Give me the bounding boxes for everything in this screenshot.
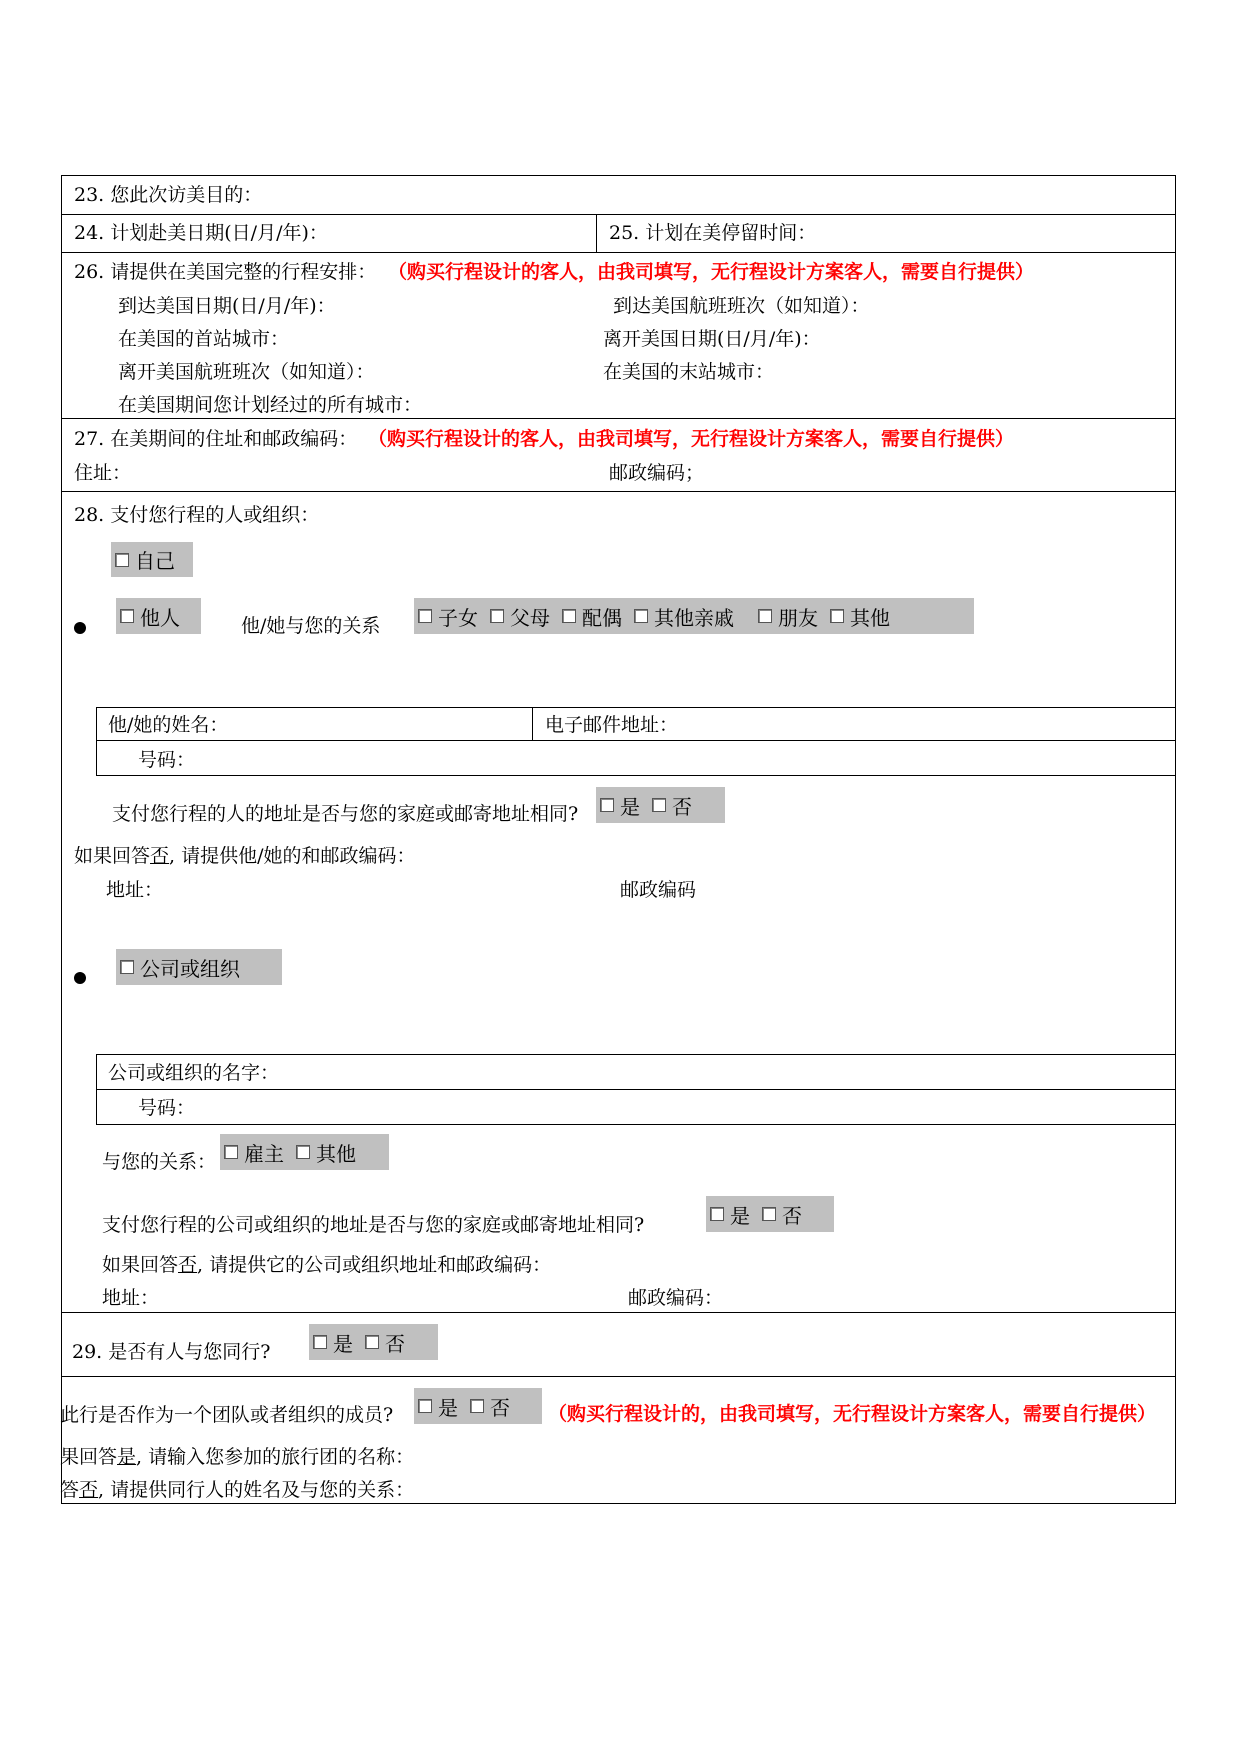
q25-label: 25. 计划在美停留时间： [609, 222, 817, 244]
relation-option-friend[interactable] [756, 602, 818, 631]
company-address-label: 地址： [102, 1287, 160, 1309]
table-bottom-border [61, 1503, 1176, 1504]
payer-same-address-options [596, 787, 725, 823]
table-right-border [1175, 175, 1176, 1503]
row-29-bottom [61, 1376, 1176, 1377]
q28-label: 28. 支付您行程的人或组织： [74, 504, 320, 526]
company-subtable-top [96, 1054, 1176, 1055]
q30-if-yes-word: 是 [117, 1446, 137, 1468]
q30-note: （购买行程设计的，由我司填写，无行程设计方案客人，需要自行提供） [548, 1403, 1157, 1425]
relation-friend-checkbox[interactable] [758, 609, 772, 623]
company-same-yes-label: 是 [730, 1203, 750, 1228]
relation-spouse-label: 配偶 [582, 605, 622, 630]
company-zip-label: 邮政编码： [628, 1287, 724, 1309]
q26-depart-flight: 离开美国航班班次（如知道）： [118, 361, 375, 383]
payer-other-option[interactable] [116, 598, 201, 634]
payer-zip-label: 邮政编码 [620, 879, 697, 901]
q29-yes-label: 是 [333, 1331, 353, 1356]
q29-no-option[interactable] [363, 1328, 405, 1357]
payer-same-no-checkbox[interactable] [652, 798, 666, 812]
q29-yes-option[interactable] [311, 1328, 353, 1357]
company-if-no-text [102, 1256, 551, 1275]
company-same-no-label: 否 [782, 1203, 802, 1228]
company-same-yes-option[interactable] [708, 1200, 750, 1229]
q26-arrive-date: 到达美国日期(日/月/年)： [118, 295, 336, 317]
q30-label: 此行是否作为一个团队或者组织的成员? [60, 1404, 394, 1426]
relation-label: 他/她与您的关系 [241, 615, 381, 637]
q24-label: 24. 计划赴美日期(日/月/年)： [74, 222, 328, 244]
payer-name-label: 他/她的姓名： [108, 714, 229, 736]
relation-relative-checkbox[interactable] [634, 609, 648, 623]
q30-if-no-post: , 请提供同行人的姓名及与您的关系： [98, 1479, 415, 1501]
q29-label: 29. 是否有人与您同行? [72, 1341, 271, 1363]
q29-yes-checkbox[interactable] [313, 1335, 327, 1349]
company-same-address-question: 支付您行程的公司或组织的地址是否与您的家庭或邮寄地址相同? [102, 1214, 645, 1236]
payer-subtable-divider [532, 707, 533, 740]
q26-all-cities: 在美国期间您计划经过的所有城市： [118, 394, 423, 416]
q26-last-city: 在美国的末站城市： [603, 361, 775, 383]
payer-self-option[interactable] [111, 542, 193, 577]
q29-no-checkbox[interactable] [365, 1335, 379, 1349]
table-top-border [61, 175, 1176, 176]
company-relation-other-option[interactable] [294, 1138, 356, 1167]
company-subtable-bottom [96, 1124, 1176, 1125]
payer-self-checkbox[interactable] [115, 553, 129, 567]
payer-if-no-post: , 请提供他/她的和邮政编码： [169, 845, 416, 867]
q27-address-label: 住址： [74, 462, 132, 484]
company-phone-label: 号码： [138, 1097, 196, 1119]
q26-arrive-flight: 到达美国航班班次（如知道）： [613, 295, 870, 317]
q26-note: （购买行程设计的客人，由我司填写，无行程设计方案客人，需要自行提供） [388, 261, 1035, 283]
q30-no-option[interactable] [468, 1392, 510, 1421]
payer-self-label: 自己 [135, 549, 175, 573]
q23-label: 23. 您此次访美目的： [74, 184, 263, 206]
row-24-divider [596, 214, 597, 252]
payer-same-yes-option[interactable] [598, 791, 640, 820]
relation-child-checkbox[interactable] [418, 609, 432, 623]
row-23-bottom [61, 214, 1176, 215]
relation-child-label: 子女 [438, 605, 478, 630]
payer-same-no-label: 否 [672, 794, 692, 819]
payer-phone-label: 号码： [138, 749, 196, 771]
q30-if-no-word: 否 [79, 1479, 99, 1501]
q26-first-city: 在美国的首站城市： [118, 328, 290, 350]
payer-same-no-option[interactable] [650, 791, 692, 820]
payer-company-checkbox[interactable] [120, 960, 134, 974]
q30-if-yes-post: , 请输入您参加的旅行团的名称： [136, 1446, 415, 1468]
payer-company-label: 公司或组织 [140, 956, 240, 981]
relation-spouse-checkbox[interactable] [562, 609, 576, 623]
row-24-bottom [61, 252, 1176, 253]
q30-if-yes-pre: 果回答 [60, 1446, 118, 1468]
payer-subtable-top [96, 707, 1176, 708]
company-same-no-checkbox[interactable] [762, 1207, 776, 1221]
company-same-yes-checkbox[interactable] [710, 1207, 724, 1221]
q27-note: （购买行程设计的客人，由我司填写，无行程设计方案客人，需要自行提供） [368, 428, 1015, 450]
payer-email-label: 电子邮件地址： [545, 714, 679, 736]
company-relation-employer-label: 雇主 [244, 1141, 284, 1166]
relation-options [414, 598, 974, 634]
q30-if-no-text [60, 1481, 414, 1500]
payer-subtable-mid [96, 740, 1176, 741]
q30-if-yes-text [60, 1448, 414, 1467]
q30-yes-option[interactable] [416, 1392, 458, 1421]
company-relation-other-checkbox[interactable] [296, 1145, 310, 1159]
company-relation-options [220, 1134, 389, 1170]
payer-address-label: 地址： [106, 879, 164, 901]
relation-option-parent[interactable] [488, 602, 550, 631]
company-relation-label: 与您的关系： [102, 1151, 217, 1173]
relation-option-spouse[interactable] [560, 602, 622, 631]
company-relation-employer-checkbox[interactable] [224, 1145, 238, 1159]
relation-other-checkbox[interactable] [830, 609, 844, 623]
payer-if-no-text [74, 847, 416, 866]
relation-parent-label: 父母 [510, 605, 550, 630]
q30-no-checkbox[interactable] [470, 1399, 484, 1413]
payer-other-label: 他人 [140, 605, 180, 630]
q30-yes-checkbox[interactable] [418, 1399, 432, 1413]
company-if-no-post: , 请提供它的公司或组织地址和邮政编码： [197, 1254, 552, 1276]
q26-label: 26. 请提供在美国完整的行程安排： [74, 261, 377, 283]
q30-options [414, 1388, 542, 1424]
relation-option-relative[interactable] [632, 602, 734, 631]
q30-if-no-pre: 答 [60, 1479, 80, 1501]
payer-other-checkbox[interactable] [120, 609, 134, 623]
company-subtable-left [96, 1054, 97, 1124]
bullet-icon [74, 972, 86, 984]
relation-option-child[interactable] [416, 602, 478, 631]
company-if-no-word: 否 [178, 1254, 198, 1276]
q26-depart-date: 离开美国日期(日/月/年)： [603, 328, 821, 350]
relation-other-label: 其他 [850, 605, 890, 630]
row-27-bottom [61, 491, 1176, 492]
payer-same-yes-checkbox[interactable] [600, 798, 614, 812]
q27-label: 27. 在美期间的住址和邮政编码： [74, 428, 358, 450]
q27-zip-label: 邮政编码； [609, 462, 705, 484]
payer-same-address-question: 支付您行程的人的地址是否与您的家庭或邮寄地址相同? [112, 803, 579, 825]
q30-no-label: 否 [490, 1395, 510, 1420]
relation-friend-label: 朋友 [778, 605, 818, 630]
company-same-no-option[interactable] [760, 1200, 802, 1229]
payer-subtable-left [96, 707, 97, 775]
payer-if-no-word: 否 [150, 845, 170, 867]
payer-if-no-pre: 如果回答 [74, 845, 151, 867]
relation-parent-checkbox[interactable] [490, 609, 504, 623]
company-relation-other-label: 其他 [316, 1141, 356, 1166]
q29-no-label: 否 [385, 1331, 405, 1356]
company-name-label: 公司或组织的名字： [108, 1062, 280, 1084]
row-26-bottom [61, 418, 1176, 419]
table-left-border [61, 175, 62, 1503]
q29-options [309, 1324, 438, 1360]
payer-subtable-bottom [96, 775, 1176, 776]
q30-yes-label: 是 [438, 1395, 458, 1420]
company-relation-employer-option[interactable] [222, 1138, 284, 1167]
company-if-no-pre: 如果回答 [102, 1254, 179, 1276]
relation-option-other[interactable] [828, 602, 890, 631]
company-same-address-options [706, 1196, 834, 1232]
payer-company-option[interactable] [116, 949, 282, 985]
row-28-bottom [61, 1312, 1176, 1313]
relation-relative-label: 其他亲戚 [654, 605, 734, 630]
bullet-icon [74, 622, 86, 634]
payer-same-yes-label: 是 [620, 794, 640, 819]
company-subtable-mid [96, 1089, 1176, 1090]
